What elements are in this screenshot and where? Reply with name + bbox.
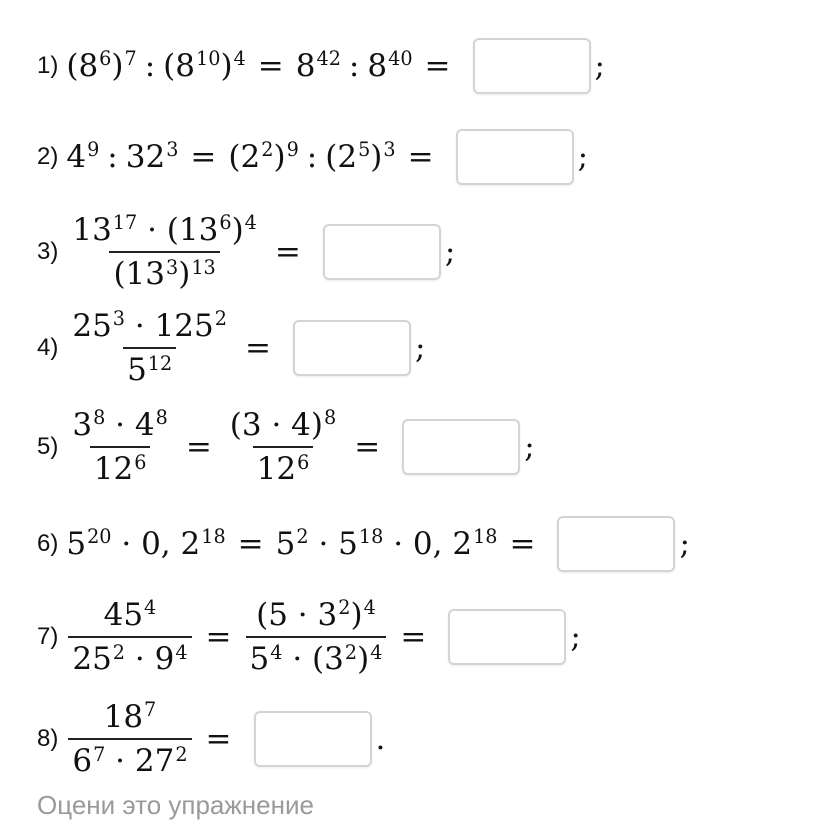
fraction: $\frac{18^7}{6^7 \cdot 27^2}$ bbox=[68, 700, 191, 778]
terminator: ; bbox=[444, 234, 456, 271]
terminator: ; bbox=[577, 139, 589, 175]
exercise-number: 1) bbox=[37, 52, 59, 79]
fraction: $\frac{25^3 \cdot 125^2}{5^{12}}$ bbox=[72, 307, 227, 389]
answer-input[interactable] bbox=[456, 129, 574, 185]
exercise-number: 6) bbox=[37, 530, 59, 557]
math-expression: $5^{20} \cdot 0$, $2^{18} = 5^2 \cdot 5^{18} \cdot 0$, $2^{18}$ = bbox=[66, 525, 536, 562]
exercise-6 bbox=[37, 516, 690, 572]
terminator: . bbox=[375, 721, 386, 758]
exercise-3: 3) $\frac{13^{17} \cdot (13^6)^4}{(13^3)^{13}}$ = ; bbox=[37, 211, 456, 293]
exercise-5: 5) $\frac{3^8 \cdot 4^8}{12^6}$ = $\frac{(3 \cdot 4)^8}{12^6}$ = ; bbox=[37, 406, 535, 488]
exercise-2 bbox=[37, 129, 588, 185]
answer-input[interactable] bbox=[293, 320, 411, 376]
terminator: ; bbox=[414, 330, 426, 367]
fraction: $\frac{(5 \cdot 3^2)^4}{5^4 \cdot (3^2)^4}$ bbox=[246, 598, 387, 676]
answer-input[interactable] bbox=[473, 38, 591, 94]
answer-input[interactable] bbox=[323, 224, 441, 280]
exercise-number: 2) bbox=[37, 143, 59, 170]
exercise-number: 5) bbox=[37, 433, 59, 461]
rate-exercise-link[interactable]: Оцени это упражнение bbox=[37, 790, 314, 820]
exercise-number: 8) bbox=[37, 725, 59, 753]
exercise-1 bbox=[37, 38, 605, 94]
answer-input[interactable] bbox=[448, 609, 566, 665]
exercise-number: 3) bbox=[37, 238, 59, 266]
fraction: $\frac{3^8 \cdot 4^8}{12^6}$ bbox=[72, 406, 168, 488]
answer-input[interactable] bbox=[254, 711, 372, 767]
answer-input[interactable] bbox=[402, 419, 520, 475]
exercise-4: 4) $\frac{25^3 \cdot 125^2}{5^{12}}$ = ; bbox=[37, 307, 426, 389]
math-expression: $4^9$ : $32^3 = (2^2)^9$ : $(2^5)^3$ = bbox=[66, 138, 434, 175]
exercise-7: 7) $\frac{45^4}{25^2 \cdot 9^4}$ = $\frac{(5 \cdot 3^2)^4}{5^4 \cdot (3^2)^4}$ = ; bbox=[37, 596, 581, 678]
fraction: $\frac{(3 \cdot 4)^8}{12^6}$ bbox=[229, 406, 337, 488]
answer-input[interactable] bbox=[557, 516, 675, 572]
terminator: ; bbox=[570, 619, 581, 656]
fraction: $\frac{45^4}{25^2 \cdot 9^4}$ bbox=[68, 598, 191, 676]
terminator: ; bbox=[594, 48, 605, 84]
exercise-number: 4) bbox=[37, 334, 59, 362]
exercise-number: 7) bbox=[37, 623, 59, 651]
exercise-8: 8) $\frac{18^7}{6^7 \cdot 27^2}$ = . bbox=[37, 698, 386, 780]
math-expression: $(8^6)^7$ : $(8^{10})^4 = 8^{42}$ : $8^{40}$ = bbox=[66, 47, 451, 84]
terminator: ; bbox=[524, 429, 535, 466]
fraction: $\frac{13^{17} \cdot (13^6)^4}{(13^3)^{13}}$ bbox=[72, 211, 257, 293]
terminator: ; bbox=[679, 526, 690, 562]
